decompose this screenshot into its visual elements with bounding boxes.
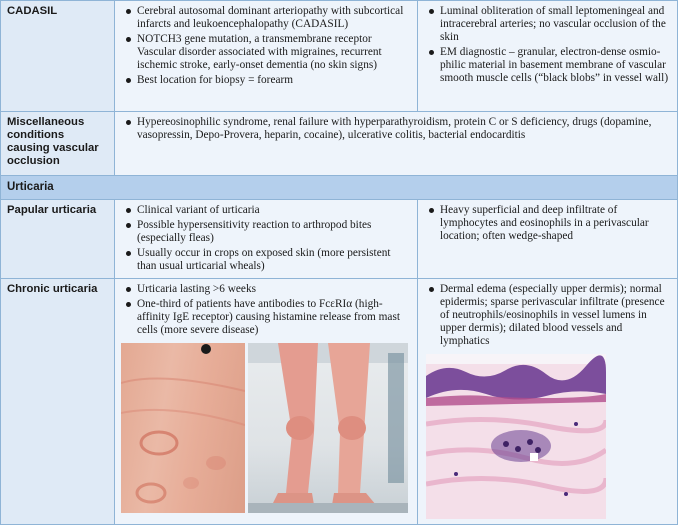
- histology-cell: [418, 1, 678, 112]
- urticaria-skin-photo: [121, 343, 245, 513]
- list-item: Best location for biopsy = forearm: [137, 74, 411, 87]
- bullet-list: [121, 116, 671, 142]
- bullet-list: [424, 5, 671, 85]
- clinical-cell: [115, 279, 418, 525]
- clinical-cell: [115, 1, 418, 112]
- table-row: [1, 200, 678, 279]
- table-row: [1, 1, 678, 112]
- clinical-cell: [115, 200, 418, 279]
- clinical-photos: [121, 343, 411, 513]
- row-name: Chronic urticaria: [1, 279, 115, 525]
- list-item: Cerebral autosomal dominant arteriopathy with subcortical infarcts and leukoencephalopathy (CADASIL): [137, 5, 411, 31]
- urticaria-legs-photo: [248, 343, 408, 513]
- bullet-list: [121, 283, 411, 337]
- list-item: Clinical variant of urticaria: [137, 204, 411, 217]
- list-item: Heavy superficial and deep infiltrate of lymphocytes and eosinophils in a perivascular location; often wedge-shaped: [440, 204, 671, 243]
- section-header-row: [1, 176, 678, 200]
- bullet-list: [121, 5, 411, 87]
- table-row: [1, 112, 678, 176]
- list-item: EM diagnostic – granular, electron-dense osmio-philic material in basement membrane of vascular smooth muscle cells (“black blobs” in vessel wall): [440, 46, 671, 85]
- list-item: NOTCH3 gene mutation, a transmembrane receptor Vascular disorder associated with migraines, recurrent ischemic stroke, early-onset dementia (no skin signs): [137, 33, 411, 72]
- row-name: CADASIL: [1, 1, 115, 112]
- histology-cell: [418, 200, 678, 279]
- section-title: Urticaria: [1, 176, 678, 200]
- list-item: Dermal edema (especially upper dermis); normal epidermis; sparse perivascular infiltrate (presence of neutrophils/eosinophils in vessel lumens in upper dermis); dilated blood vessels and lymphatics: [440, 283, 671, 348]
- list-item: Possible hypersensitivity reaction to arthropod bites (especially fleas): [137, 219, 411, 245]
- table-row: [1, 279, 678, 525]
- list-item: Urticaria lasting >6 weeks: [137, 283, 411, 296]
- list-item: Hypereosinophilic syndrome, renal failure with hyperparathyroidism, protein C or S deficiency, drugs (dopamine, vasopressin, Depo-Provera, heparin, cocaine), ulcerative colitis, bacterial endocarditis: [137, 116, 671, 142]
- bullet-list: [121, 204, 411, 273]
- row-name: Miscellaneous conditions causing vascular occlusion: [1, 112, 115, 176]
- row-name: Papular urticaria: [1, 200, 115, 279]
- list-item: Luminal obliteration of small leptomeningeal and intracerebral arteries; no vascular occlusion of the skin: [440, 5, 671, 44]
- histology-cell: [418, 279, 678, 525]
- histology-micrograph: [426, 354, 606, 519]
- bullet-list: [424, 283, 671, 348]
- list-item: Usually occur in crops on exposed skin (more persistent than usual urticarial wheals): [137, 247, 411, 273]
- bullet-list: [424, 204, 671, 243]
- list-item: One-third of patients have antibodies to FcεRIα (high-affinity IgE receptor) causing histamine release from mast cells (more severe disease): [137, 298, 411, 337]
- clinical-cell: [115, 112, 678, 176]
